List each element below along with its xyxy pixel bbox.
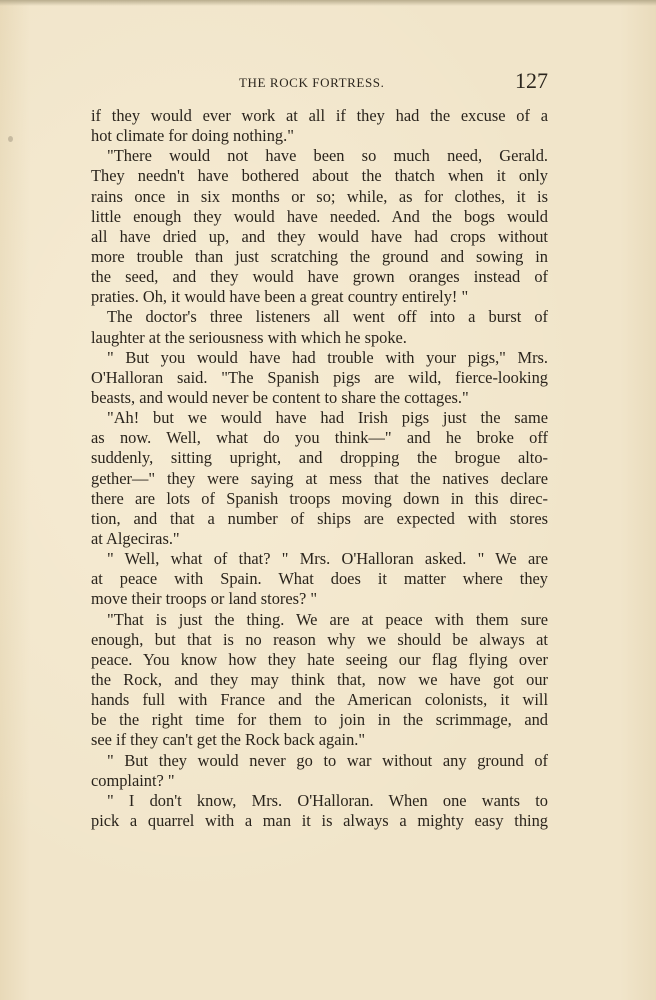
text-line: there are lots of Spanish troops moving down in this direc-	[91, 488, 548, 508]
text-line: beasts, and would never be content to share the cottages."	[91, 387, 469, 407]
text-line: "Ah! but we would have had Irish pigs just the same	[107, 408, 548, 428]
text-line: " I don't know, Mrs. O'Halloran. When one wants to	[107, 790, 548, 810]
text-line: enough, but that is no reason why we should be always at	[91, 629, 548, 649]
text-line: "That is just the thing. We are at peace with them sure	[107, 609, 548, 629]
text-line: hot climate for doing nothing."	[91, 126, 294, 146]
text-line: at peace with Spain. What does it matter where they	[91, 569, 548, 589]
text-line: the Rock, and they may think that, now we have got our	[91, 669, 548, 689]
text-line: more trouble than just scratching the ground and sowing in	[91, 246, 548, 266]
running-title: THE ROCK FORTRESS.	[239, 75, 385, 90]
text-line: " But they would never go to war without any ground of	[107, 750, 548, 770]
text-line: pick a quarrel with a man it is always a mighty easy thing	[91, 810, 548, 830]
text-line: praties. Oh, it would have been a great country entirely! "	[91, 287, 469, 307]
text-line: move their troops or land stores? "	[91, 589, 318, 609]
text-line: The doctor's three listeners all went off into a burst of	[107, 307, 548, 327]
running-head	[92, 66, 548, 96]
text-line: the seed, and they would have grown oranges instead of	[91, 267, 548, 287]
text-line: be the right time for them to join in the scrimmage, and	[91, 710, 548, 730]
margin-spot	[8, 136, 13, 142]
text-line: rains once in six months or so; while, as for clothes, it is	[91, 186, 548, 206]
text-line: O'Halloran said. "The Spanish pigs are wild, fierce-looking	[91, 367, 548, 387]
text-line: "There would not have been so much need, Gerald.	[107, 146, 548, 166]
text-line: tion, and that a number of ships are expected with stores	[91, 508, 548, 528]
body-text	[91, 106, 548, 831]
text-line: if they would ever work at all if they had the excuse of a	[91, 106, 548, 125]
text-line: at Algeciras."	[91, 528, 180, 548]
page-number: 127	[515, 68, 548, 93]
text-line: see if they can't get the Rock back again."	[91, 730, 366, 750]
page-top-edge	[0, 0, 656, 6]
text-line: laughter at the seriousness with which he spoke.	[91, 327, 407, 347]
text-line: They needn't have bothered about the thatch when it only	[91, 166, 548, 186]
text-line: peace. You know how they hate seeing our flag flying over	[91, 649, 548, 669]
text-line: as now. Well, what do you think—" and he broke off	[91, 428, 548, 448]
text-line: little enough they would have needed. And the bogs would	[91, 206, 548, 226]
text-line: complaint? "	[91, 770, 175, 790]
text-line: " Well, what of that? " Mrs. O'Halloran asked. " We are	[107, 549, 548, 569]
text-line: hands full with France and the American colonists, it will	[91, 690, 548, 710]
text-line: all have dried up, and they would have had crops without	[91, 226, 548, 246]
text-line: " But you would have had trouble with your pigs," Mrs.	[107, 347, 548, 367]
text-line: gether—" they were saying at mess that the natives declare	[91, 468, 548, 488]
text-line: suddenly, sitting upright, and dropping the brogue alto-	[91, 448, 548, 468]
